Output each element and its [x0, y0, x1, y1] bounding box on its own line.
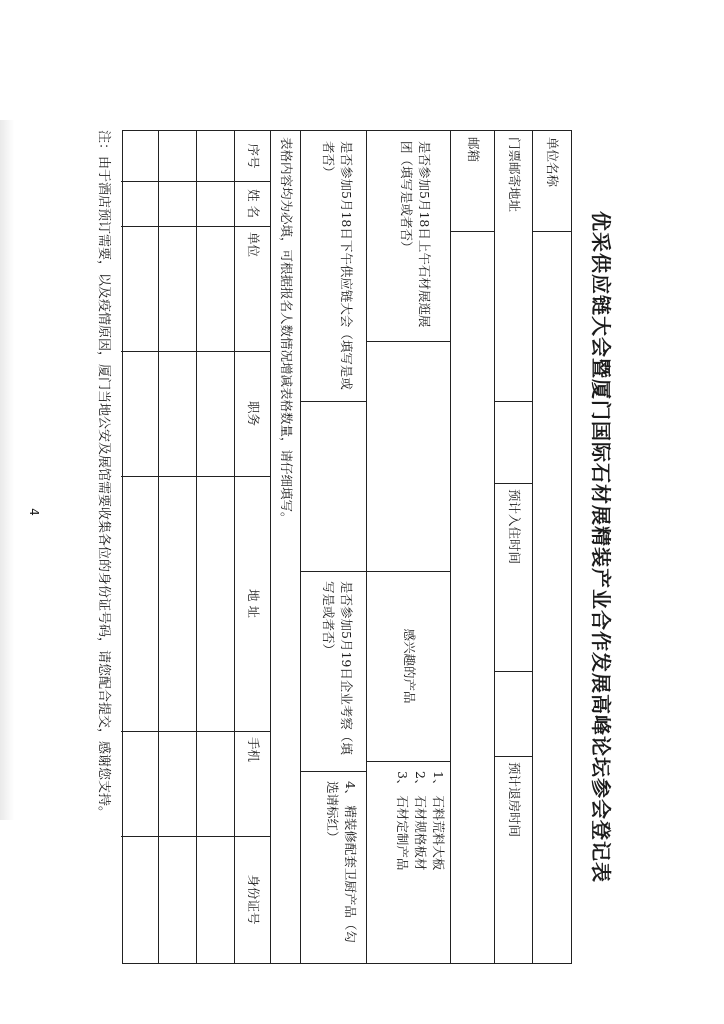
header-mobile: 手机 — [246, 737, 262, 763]
stone-tour-label: 是否参加5月18日上午石材展逛展团（填写是或者否） — [398, 141, 432, 328]
page-number: 4 — [26, 508, 41, 516]
mailing-address-value[interactable] — [495, 401, 533, 483]
registration-form — [84, 130, 630, 964]
interested-products-label: 感兴趣的产品 — [402, 628, 418, 704]
mailing-address-label: 门票邮寄地址 — [507, 137, 523, 213]
header-position: 职务 — [246, 400, 262, 426]
product-option-3[interactable]: 3、 石材定制产品 — [394, 771, 410, 871]
stone-tour-value[interactable] — [367, 341, 451, 571]
product-option-1[interactable]: 1、 石料荒料大板 — [431, 771, 446, 871]
supply-chain-label: 是否参加5月18日下午供应链大会（填写是或者否） — [320, 141, 354, 390]
email-label: 邮箱 — [466, 137, 482, 163]
form-title: 优采供应链大会暨厦门国际石材展精装产业合作发展高峰论坛参会登记表 — [589, 211, 613, 883]
checkin-value[interactable] — [495, 671, 533, 756]
product-option-2[interactable]: 2、 石材规格板材 — [412, 771, 428, 871]
company-name-value[interactable] — [533, 231, 571, 963]
attendee-row[interactable] — [159, 131, 197, 963]
company-name-label: 单位名称 — [545, 137, 561, 188]
supply-chain-value[interactable] — [301, 401, 367, 571]
header-address: 地 址 — [246, 589, 262, 618]
header-seq: 序号 — [246, 143, 262, 169]
attendee-row[interactable] — [197, 131, 235, 963]
email-value[interactable] — [451, 231, 495, 963]
checkout-label: 预计退房时间 — [507, 762, 523, 838]
product-option-4[interactable]: 4、 精装修配套卫厨产品（勾选请标红） — [324, 781, 358, 943]
attendee-row[interactable] — [123, 131, 159, 963]
form-instruction: 表格内容均为必填，可根据报名人数情况增减表格数量，请仔细填写。 — [279, 137, 295, 525]
scan-shadow — [0, 120, 14, 820]
rotated-form-container — [84, 130, 630, 964]
enterprise-visit-label: 是否参加5月19日企业考察（填写是或者否） — [320, 581, 354, 755]
footnote: 注：由于酒店预订需要，以及疫情原因，厦门当地公安及展馆需要收集各位的身份证号码，请您配合提交，感谢您支持。 — [96, 130, 111, 820]
header-name: 姓 名 — [246, 189, 262, 218]
header-id-number: 身份证号 — [246, 874, 262, 925]
interested-products-list[interactable] — [367, 761, 451, 963]
header-unit: 单位 — [246, 232, 262, 258]
checkin-label: 预计入住时间 — [507, 489, 523, 565]
form-grid — [122, 130, 572, 964]
